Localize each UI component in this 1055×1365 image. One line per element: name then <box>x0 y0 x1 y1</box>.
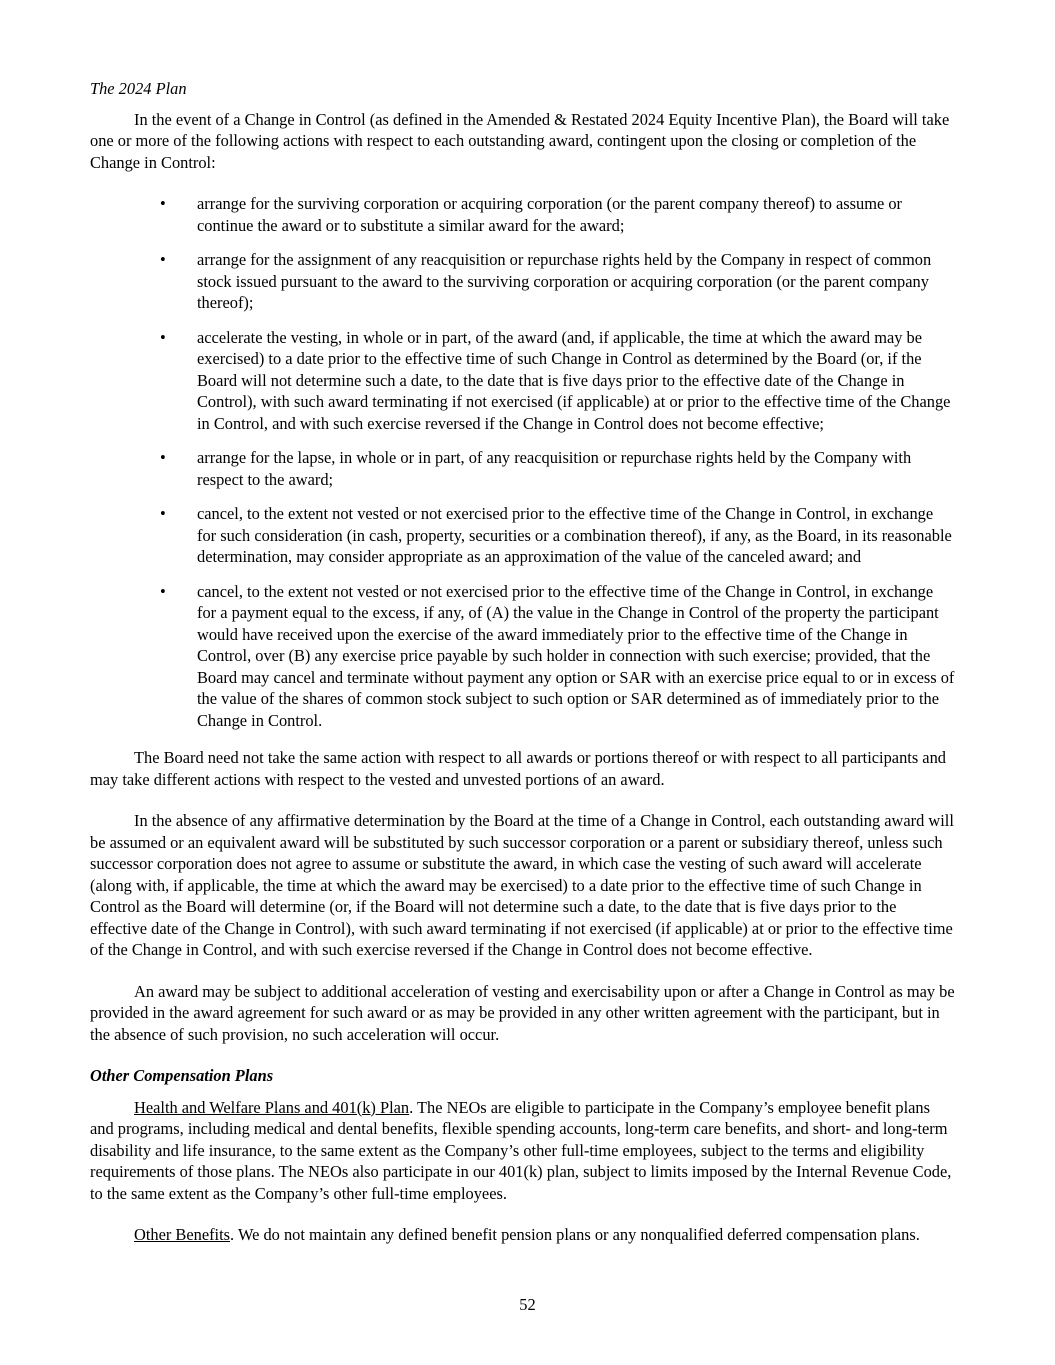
bullet-marker: • <box>160 448 166 467</box>
bullet-item <box>90 249 955 314</box>
body-paragraph-text: In the absence of any affirmative determination by the Board at the time of a Change in Control, each outstanding award will be assumed or an equivalent award will be substituted by such successor corporation or a parent or subsidiary thereof, unless such successor corporation does not agree to assume or substitute the award, in which case the vesting of such award will accelerate (along with, if applicable, the time at which the award may be exercised) to a date prior to the effective time of such Change in Control as the Board will determine (or, if the Board will not determine such a date, to the date that is five days prior to the effective date of the Change in Control), with such award terminating if not exercised (if applicable) at or prior to the effective time of the Change in Control, and with such exercise reversed if the Change in Control does not become effective. <box>90 811 954 959</box>
bullet-item-text: cancel, to the extent not vested or not exercised prior to the effective time of the Change in Control, in exchange for such consideration (in cash, property, securities or a combination thereof), if any, as the Board, in its reasonable determination, may consider appropriate as an approximation of the value of the canceled award; and <box>197 504 952 566</box>
bullet-marker: • <box>160 504 166 523</box>
bullet-list <box>90 193 955 731</box>
bullet-item <box>90 193 955 236</box>
bullet-marker: • <box>160 250 166 269</box>
intro-paragraph <box>90 109 955 174</box>
body-paragraph-text: An award may be subject to additional acceleration of vesting and exercisability upon or after a Change in Control as may be provided in the award agreement for such award or as may be provided in any other written agreement with the participant, but in the absence of such provision, no such acceleration will occur. <box>90 981 955 1044</box>
other-benefits-paragraph-text: . We do not maintain any defined benefit pension plans or any nonqualified deferred compensation plans. <box>230 1225 920 1244</box>
bullet-item-text: arrange for the surviving corporation or acquiring corporation (or the parent company thereof) to assume or continue the award or to substitute a similar award for the award; <box>197 194 902 235</box>
body-paragraph <box>90 747 955 790</box>
bullet-item-text: accelerate the vesting, in whole or in part, of the award (and, if applicable, the time at which the award may be exercised) to a date prior to the effective time of such Change in Control as determined by the Board (or, if the Board will not determine such a date, to the date that is five days prior to the effective date of the Change in Control), with such award terminating if not exercised (if applicable) at or prior to the effective time of the Change in Control, and with such exercise reversed if the Change in Control does not become effective; <box>197 327 951 433</box>
bullet-marker: • <box>160 194 166 213</box>
body-paragraph-text: The Board need not take the same action with respect to all awards or portions thereof or with respect to all participants and may take different actions with respect to the vested and unvested portions of an award. <box>90 748 946 789</box>
other-benefits-paragraph <box>90 1224 955 1246</box>
bullet-marker: • <box>160 327 166 347</box>
bullet-item <box>90 503 955 568</box>
underlined-lead-health-welfare: Health and Welfare Plans and 401(k) Plan <box>134 1097 410 1117</box>
section-title: The 2024 Plan <box>90 79 187 98</box>
health-welfare-paragraph-text: . The NEOs are eligible to participate in the Company’s employee benefit plans and programs, including medical and dental benefits, flexible spending accounts, long-term care benefits, and short- and long-term disability and life insurance, to the same extent as the Company’s other full-time employees, subject to the terms and eligibility requirements of those plans. The NEOs also participate in our 401(k) plan, subject to limits imposed by the Internal Revenue Code, to the same extent as the Company’s other full-time employees. <box>90 1097 952 1203</box>
health-welfare-paragraph <box>90 1097 955 1205</box>
bullet-item <box>90 581 955 732</box>
underlined-lead-other-benefits: Other Benefits <box>134 1225 231 1244</box>
bullet-item-text: cancel, to the extent not vested or not exercised prior to the effective time of the Change in Control, in exchange for a payment equal to the excess, if any, of (A) the value in the Change in Control of the property the participant would have received upon the exercise of the award immediately prior to the effective time of the Change in Control, over (B) any exercise price payable by such holder in connection with such exercise; provided, that the Board may cancel and terminate without payment any option or SAR with an exercise price equal to or in excess of the value of the shares of common stock subject to such option or SAR determined as of immediately prior to the Change in Control. <box>197 581 955 730</box>
bullet-marker: • <box>160 581 166 601</box>
body-paragraph <box>90 810 955 961</box>
page-number: 52 <box>519 1294 536 1314</box>
bullet-item-text: arrange for the assignment of any reacquisition or repurchase rights held by the Company in respect of common stock issued pursuant to the award to the surviving corporation or acquiring corporation (or the parent company thereof); <box>197 250 932 312</box>
intro-paragraph-text: In the event of a Change in Control (as defined in the Amended & Restated 2024 Equity Incentive Plan), the Board will take one or more of the following actions with respect to each outstanding award, contingent upon the closing or completion of the Change in Control: <box>90 109 950 172</box>
bullet-item-text: arrange for the lapse, in whole or in part, of any reacquisition or repurchase rights held by the Company with respect to the award; <box>197 448 912 489</box>
body-paragraph <box>90 981 955 1046</box>
bullet-item <box>90 447 955 490</box>
bullet-item <box>90 327 955 435</box>
subheading-other-compensation-plans: Other Compensation Plans <box>90 1066 274 1085</box>
